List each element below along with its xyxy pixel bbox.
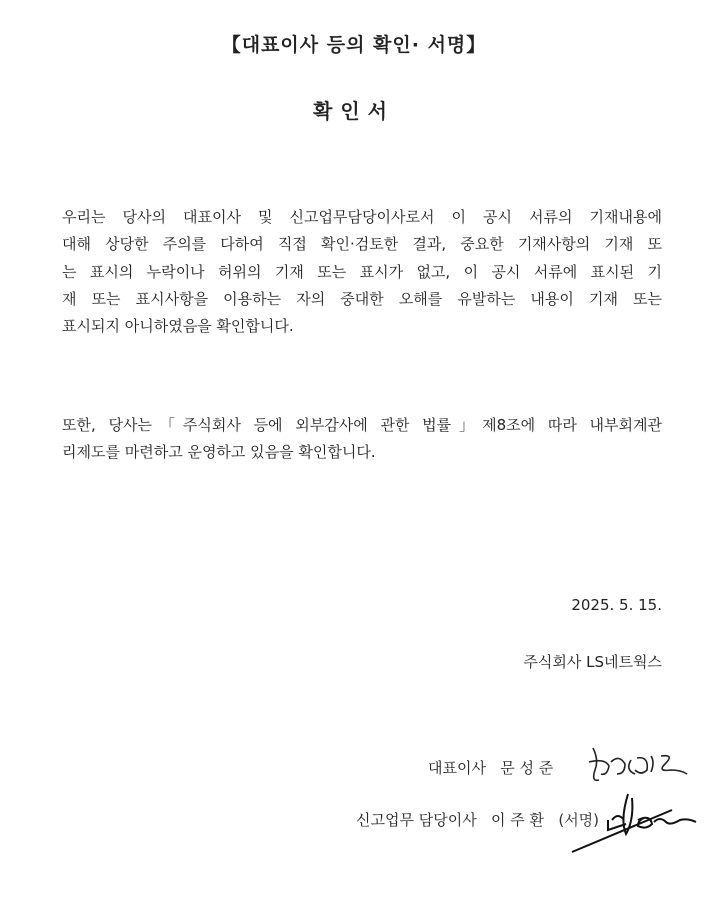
company-name: 주식회사 LS네트웍스	[523, 653, 662, 671]
ceo-signature	[585, 740, 695, 790]
paragraph-line: 대해 상당한 주의를 다하여 직접 확인·검토한 결과, 중요한 기재사항의 기재 또	[62, 235, 662, 254]
document-title: 확인서	[313, 99, 395, 123]
document-date: 2025. 5. 15.	[571, 596, 662, 614]
paragraph-line: 재 또는 표시사항을 이용하는 자의 중대한 오해를 유발하는 내용이 기재 또는	[62, 289, 662, 308]
paragraph-line: 리제도를 마련하고 운영하고 있음을 확인합니다.	[62, 443, 376, 462]
paragraph-line: 표시되지 아니하였음을 확인합니다.	[62, 317, 294, 336]
signatory-reporting-director	[356, 809, 599, 830]
signatory-ceo	[428, 757, 553, 778]
signature-placeholder: (서명)	[558, 811, 600, 829]
director-signature	[568, 790, 708, 860]
internal-control-paragraph	[62, 412, 662, 467]
confirmation-paragraph	[62, 204, 662, 340]
signatory-title: 대표이사	[428, 759, 486, 777]
signatory-title: 신고업무 담당이사	[356, 811, 477, 829]
document-heading: 【대표이사 등의 확인· 서명】	[221, 34, 487, 56]
paragraph-line: 는 표시의 누락이나 허위의 기재 또는 표시가 없고, 이 공시 서류에 표시된 기	[62, 262, 662, 281]
paragraph-line: 우리는 당사의 대표이사 및 신고업무담당이사로서 이 공시 서류의 기재내용에	[62, 208, 662, 226]
signatory-name: 이 주 환	[491, 811, 545, 829]
signatory-name: 문 성 준	[500, 759, 554, 777]
paragraph-line: 또한, 당사는「주식회사 등에 외부감사에 관한 법률」제8조에 따라 내부회계관	[62, 416, 662, 434]
